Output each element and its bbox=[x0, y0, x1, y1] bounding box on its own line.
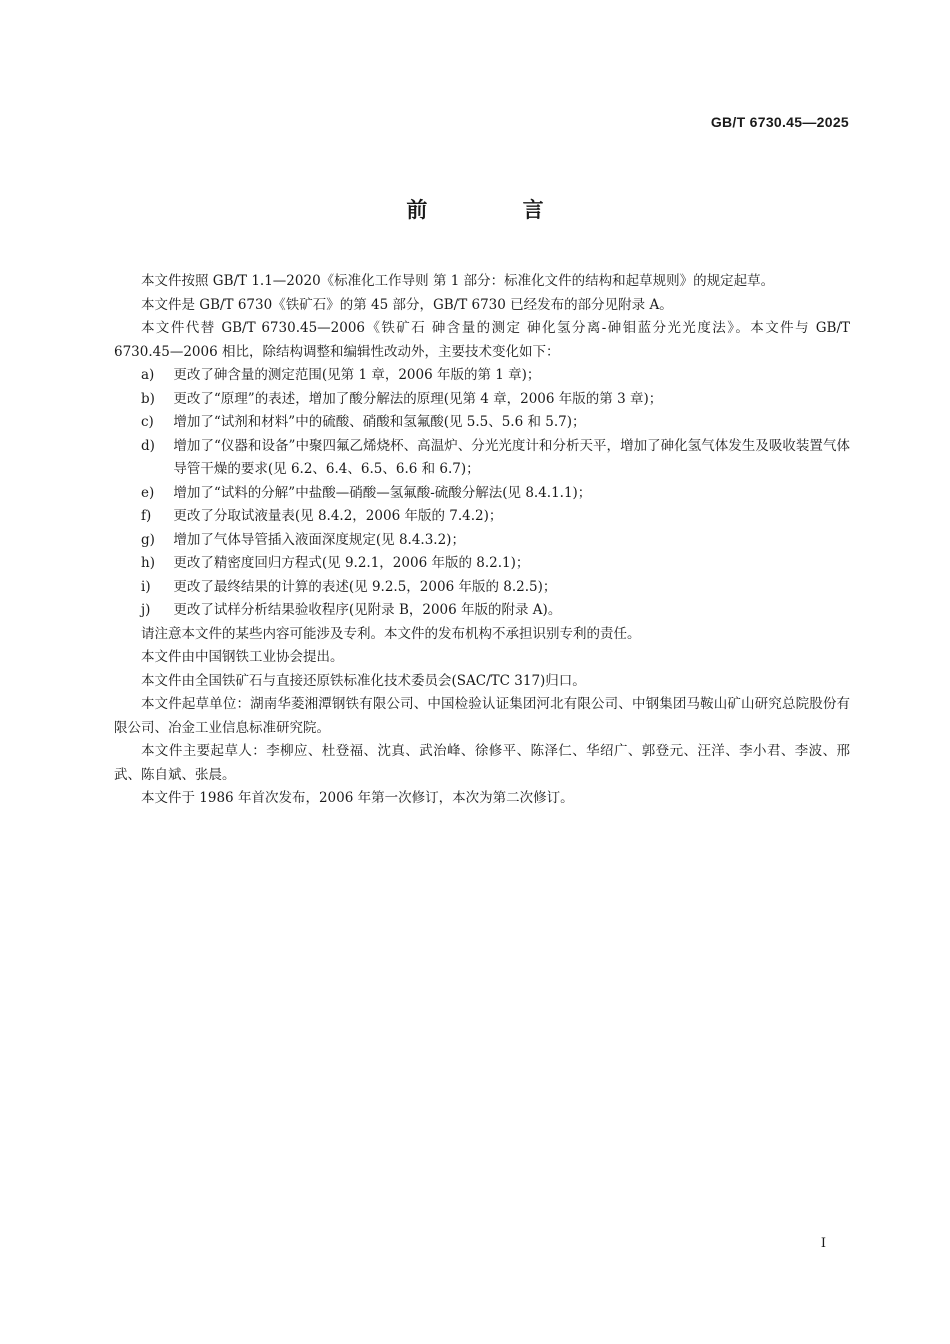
list-marker: f) bbox=[141, 508, 152, 524]
paragraph-history: 本文件于 1986 年首次发布，2006 年第一次修订，本次为第二次修订。 bbox=[141, 790, 574, 806]
list-text: 增加了“试料的分解”中盐酸—硝酸—氢氟酸-硫酸分解法(见 8.4.1.1)； bbox=[173, 484, 592, 501]
paragraph-drafting-units: 本文件起草单位：湖南华菱湘潭钢铁有限公司、中国检验认证集团河北有限公司、中钢集团马鞍山矿山研究总院股份有限公司、冶金工业信息标准研究院。 bbox=[114, 696, 850, 736]
paragraph-drafting-rules: 本文件按照 GB/T 1.1—2020《标准化工作导则 第 1 部分：标准化文件的结构和起草规则》的规定起草。 bbox=[141, 273, 775, 289]
page-number: I bbox=[820, 1236, 826, 1251]
paragraph-patent-notice: 请注意本文件的某些内容可能涉及专利。本文件的发布机构不承担识别专利的责任。 bbox=[141, 625, 641, 642]
paragraph-drafters: 本文件主要起草人：李柳应、杜登福、沈真、武治峰、徐修平、陈泽仁、华绍广、郭登元、汪洋、李小君、李波、邢武、陈自斌、张晨。 bbox=[114, 743, 850, 783]
list-text: 增加了气体导管插入液面深度规定(见 8.4.3.2)； bbox=[173, 531, 465, 548]
list-marker: a) bbox=[141, 367, 155, 383]
paragraph-proposed-by: 本文件由中国钢铁工业协会提出。 bbox=[141, 649, 344, 665]
list-marker: e) bbox=[141, 484, 155, 501]
list-marker: j) bbox=[141, 602, 151, 618]
list-item bbox=[114, 576, 850, 600]
list-text: 增加了“试剂和材料”中的硫酸、硝酸和氢氟酸(见 5.5、5.6 和 5.7)； bbox=[173, 414, 586, 430]
list-marker: b) bbox=[141, 390, 155, 407]
list-item bbox=[114, 364, 850, 388]
page-title: 前 言 bbox=[406, 198, 588, 222]
list-text: 更改了砷含量的测定范围(见第 1 章，2006 年版的第 1 章)； bbox=[173, 367, 541, 383]
list-text: 更改了最终结果的计算的表述(见 9.2.5，2006 年版的 8.2.5)； bbox=[173, 578, 557, 595]
list-marker: g) bbox=[141, 531, 155, 548]
document-code: GB/T 6730.45—2025 bbox=[710, 114, 849, 130]
list-item bbox=[114, 552, 850, 576]
list-item bbox=[114, 599, 850, 623]
list-item bbox=[114, 388, 850, 412]
list-text: 更改了试样分析结果验收程序(见附录 B，2006 年版的附录 A)。 bbox=[173, 602, 562, 618]
list-marker: i) bbox=[141, 578, 151, 595]
list-marker: c) bbox=[141, 414, 154, 430]
list-item bbox=[114, 482, 850, 506]
list-item bbox=[114, 435, 850, 482]
list-marker: d) bbox=[141, 437, 155, 454]
list-text: 更改了精密度回归方程式(见 9.2.1，2006 年版的 8.2.1)； bbox=[173, 555, 530, 571]
list-item bbox=[114, 411, 850, 435]
paragraph-replaces: 本文件代替 GB/T 6730.45—2006《铁矿石 砷含量的测定 砷化氢分离-砷钼蓝分光光度法》。本文件与 GB/T 6730.45—2006 相比，除结构调整和编辑性改动外，主要技术变化如下： bbox=[114, 320, 850, 360]
list-marker: h) bbox=[141, 555, 155, 571]
paragraph-series-part: 本文件是 GB/T 6730《铁矿石》的第 45 部分，GB/T 6730 已经发布的部分见附录 A。 bbox=[141, 296, 673, 313]
list-item bbox=[114, 529, 850, 553]
list-text: 增加了“仪器和设备”中聚四氟乙烯烧杯、高温炉、分光光度计和分析天平，增加了砷化氢气体发生及吸收装置气体导管干燥的要求(见 6.2、6.4、6.5、6.6 和 6.7)； bbox=[173, 437, 850, 477]
list-item bbox=[114, 505, 850, 529]
foreword-body bbox=[114, 270, 850, 811]
paragraph-administered-by: 本文件由全国铁矿石与直接还原铁标准化技术委员会(SAC/TC 317)归口。 bbox=[141, 672, 586, 689]
list-text: 更改了分取试液量表(见 8.4.2，2006 年版的 7.4.2)； bbox=[173, 508, 503, 524]
list-text: 更改了“原理”的表述，增加了酸分解法的原理(见第 4 章，2006 年版的第 3 章)； bbox=[173, 390, 663, 407]
